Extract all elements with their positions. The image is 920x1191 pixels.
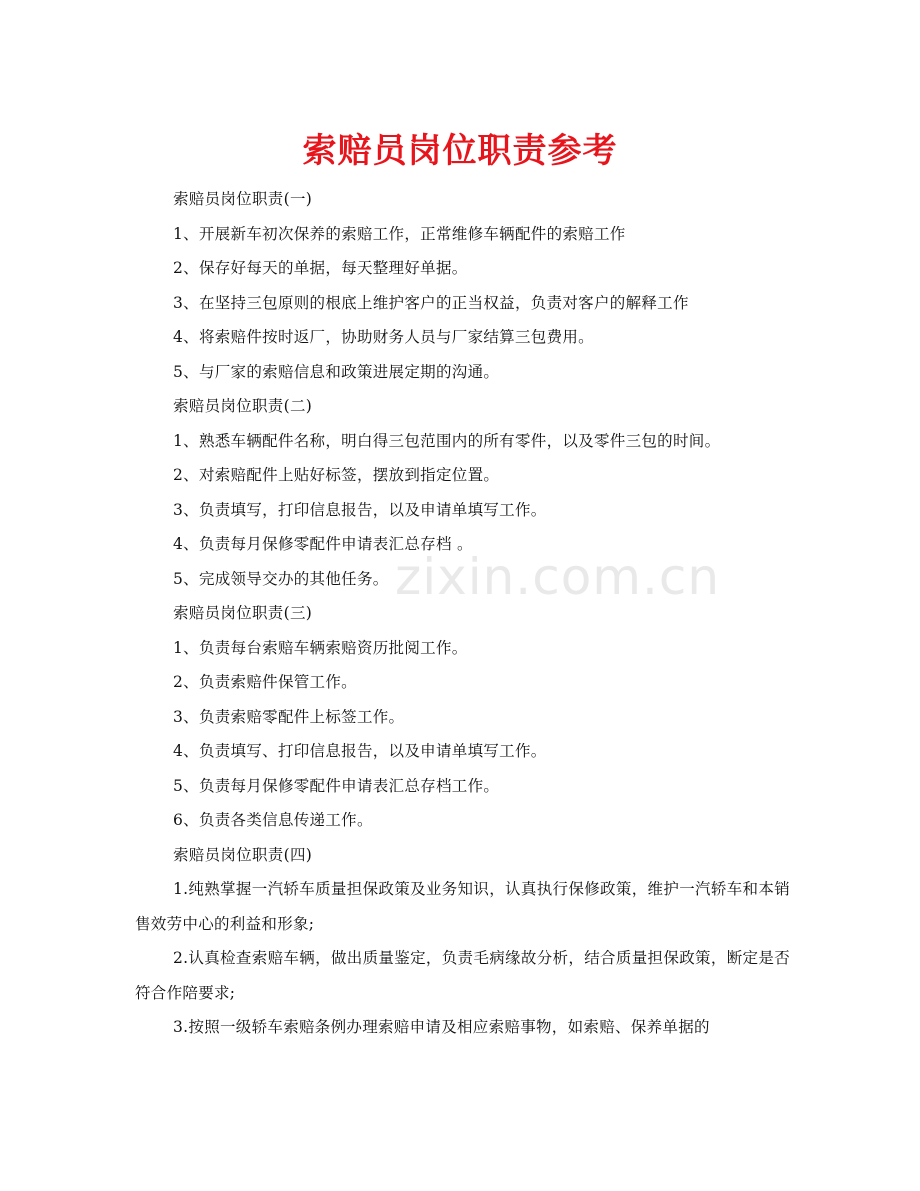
list-item: 6、负责各类信息传递工作。 <box>173 811 373 829</box>
section-heading-4: 索赔员岗位职责(四) <box>173 845 313 864</box>
watermark: zixin.com.cn <box>395 548 721 606</box>
list-item: 4、负责每月保修零配件申请表汇总存档 。 <box>173 535 473 553</box>
list-item: 1、开展新车初次保养的索赔工作，正常维修车辆配件的索赔工作 <box>173 224 626 243</box>
list-item: 3、负责索赔零配件上标签工作。 <box>173 707 405 726</box>
list-item: 5、与厂家的索赔信息和政策进展定期的沟通。 <box>173 362 500 381</box>
paragraph: 3.按照一级轿车索赔条例办理索赔申请及相应索赔事物，如索赔、保养单据的 <box>173 1018 710 1036</box>
document-body <box>135 182 790 1045</box>
document-title: 索赔员岗位职责参考 <box>302 131 618 171</box>
section-heading-1: 索赔员岗位职责(一) <box>173 190 313 208</box>
list-item: 2、保存好每天的单据，每天整理好单据。 <box>173 259 468 277</box>
paragraph: 1.纯熟掌握一汽轿车质量担保政策及业务知识，认真执行保修政策，维护一汽轿车和本销售效劳中心的利益和形象; <box>135 880 790 933</box>
list-item: 3、在坚持三包原则的根底上维护客户的正当权益，负责对客户的解释工作 <box>173 293 689 312</box>
list-item: 5、完成领导交办的其他任务。 <box>173 569 389 588</box>
section-heading-2: 索赔员岗位职责(二) <box>173 397 313 415</box>
list-item: 2、对索赔配件上贴好标签，摆放到指定位置。 <box>173 466 500 484</box>
section-heading-3: 索赔员岗位职责(三) <box>173 604 313 622</box>
list-item: 2、负责索赔件保管工作。 <box>173 673 357 691</box>
list-item: 1、熟悉车辆配件名称，明白得三包范围内的所有零件，以及零件三包的时间。 <box>173 431 721 450</box>
list-item: 3、负责填写，打印信息报告，以及申请单填写工作。 <box>173 500 547 519</box>
list-item: 4、负责填写、打印信息报告，以及申请单填写工作。 <box>173 742 547 760</box>
list-item: 1、负责每台索赔车辆索赔资历批阅工作。 <box>173 638 468 657</box>
list-item: 5、负责每月保修零配件申请表汇总存档工作。 <box>173 776 500 795</box>
list-item: 4、将索赔件按时返厂，协助财务人员与厂家结算三包费用。 <box>173 328 594 346</box>
paragraph: 2.认真检查索赔车辆，做出质量鉴定，负责毛病缘故分析，结合质量担保政策，断定是否符合作陪要求; <box>135 949 790 1002</box>
